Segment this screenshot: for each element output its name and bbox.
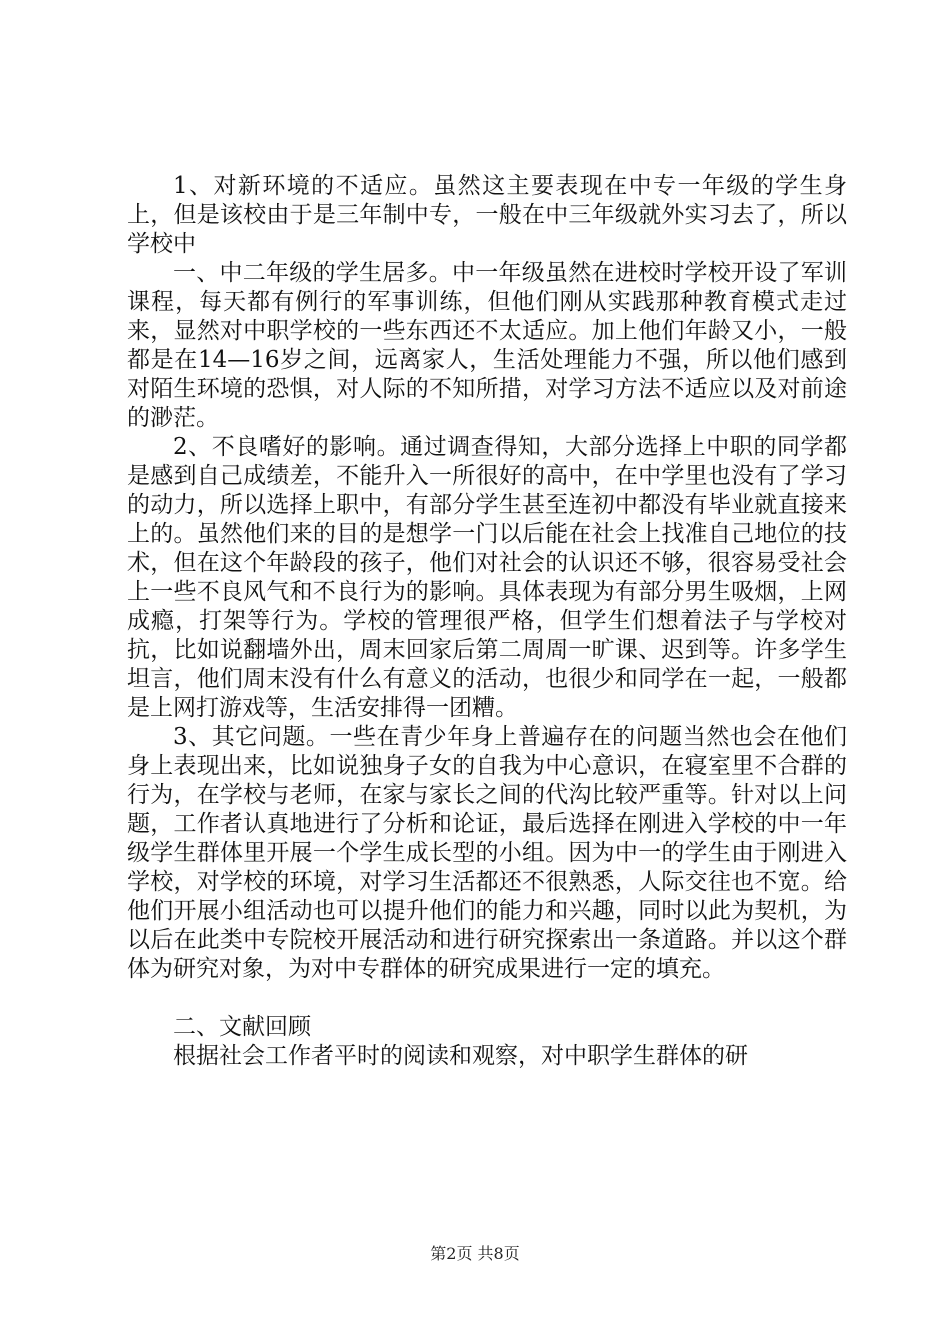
paragraph-bad-habits: 2、不良嗜好的影响。通过调查得知，大部分选择上中职的同学都是感到自己成绩差，不能升入一所很好的高中，在中学里也没有了学习的动力，所以选择上职中，有部分学生甚至连初中都没有毕业就直接来上的。虽然他们来的目的是想学一门以后能在社会上找准自己地位的技术，但在这个年龄段的孩子，他们对社会的认识还不够，很容易受社会上一些不良风气和不良行为的影响。具体表现为有部分男生吸烟，上网成瘾，打架等行为。学校的管理很严格，但学生们想着法子与学校对抗，比如说翻墙外出，周末回家后第二周周一旷课、迟到等。许多学生坦言，他们周末没有什么有意义的活动，也很少和同学在一起，一般都是上网打游戏等，生活安排得一团糟。: [127, 434, 847, 721]
paragraph-other-issues: 3、其它问题。一些在青少年身上普遍存在的问题当然也会在他们身上表现出来，比如说独身子女的自我为中心意识，在寝室里不合群的行为，在学校与老师，在家与家长之间的代沟比较严重等。针对以上问题，工作者认真地进行了分析和论证，最后选择在刚进入学校的中一年级学生群体里开展一个学生成长型的小组。因为中一的学生由于刚进入学校，对学校的环境，对学习生活都还不很熟悉，人际交往也不宽。给他们开展小组活动也可以提升他们的能力和兴趣，同时以此为契机，为以后在此类中专院校开展活动和进行研究探索出一条道路。并以这个群体为研究对象，为对中专群体的研究成果进行一定的填充。: [127, 724, 847, 982]
document-body: [127, 172, 847, 1071]
paragraph-adaptation: 1、对新环境的不适应。虽然这主要表现在中专一年级的学生身上，但是该校由于是三年制中专，一般在中三年级就外实习去了，所以学校中: [127, 173, 847, 257]
page-footer: 第2页 共8页: [430, 1244, 520, 1263]
section-heading-literature-review: 二、文献回顾: [173, 1014, 311, 1040]
paragraph-grade-levels: 一、中二年级的学生居多。中一年级虽然在进校时学校开设了军训课程，每天都有例行的军事训练，但他们刚从实践那种教育模式走过来，显然对中职学校的一些东西还不太适应。加上他们年龄又小，一般都是在14—16岁之间，远离家人，生活处理能力不强，所以他们感到对陌生环境的恐惧，对人际的不知所措，对学习方法不适应以及对前途的渺茫。: [127, 260, 847, 431]
paragraph-literature-review: 根据社会工作者平时的阅读和观察，对中职学生群体的研: [173, 1043, 748, 1069]
